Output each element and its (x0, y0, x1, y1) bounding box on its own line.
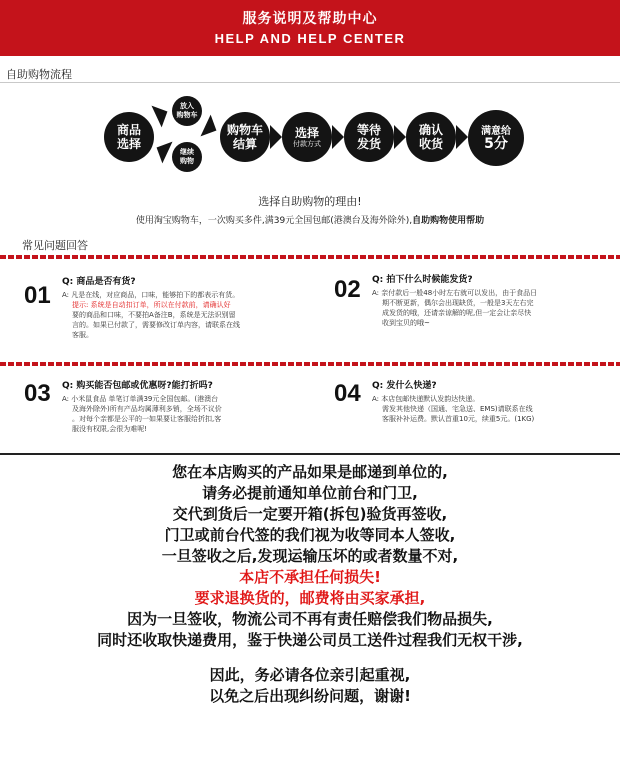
self-shopping-label: 自助购物流程 (6, 68, 72, 81)
faq-question: Q: 发什么快递? (372, 381, 437, 391)
step-select-goods (104, 112, 154, 162)
faq-question-text: 购买能否包邮或优惠呀?能打折吗? (76, 381, 213, 391)
faq-answer (372, 394, 612, 424)
answer-line: A: 小米鼠食品 单笔订单满39元全国包邮。(港澳台 (62, 395, 219, 403)
faq-middle-stripe (0, 362, 620, 366)
faq-number: 01 (24, 282, 51, 309)
step-label: 商品 (116, 123, 141, 137)
notice-line: 一旦签收之后,发现运输压坏的或者数量不对, (161, 547, 459, 565)
step-wait-ship (344, 112, 394, 162)
answer-line: 言的。如果已付款了，需要修改订单内容，请联系在线 (72, 321, 240, 329)
answer-line: 需发其他快递（国通、宅急送、EMS)请联系在线 (382, 405, 533, 413)
step-label: 确认 (418, 123, 443, 137)
faq-answer (62, 394, 308, 434)
answer-line: 期不断更新，偶尔会出现缺货，一般是3天左右完 (382, 299, 534, 307)
faq-number: 04 (334, 380, 361, 407)
answer-text: 凡是在线，对应商品，口味，能够拍下的都表示有货。 (71, 291, 240, 299)
banner-title-cn: 服务说明及帮助中心 (242, 11, 378, 27)
step-label: 购物 (180, 157, 194, 165)
step-sublabel: 付款方式 (293, 139, 321, 148)
arrow-right (332, 125, 344, 149)
notice-closing: 以免之后出现纠纷问题，谢谢! (209, 687, 411, 705)
step-label: 结算 (232, 137, 257, 151)
answer-line: 。对每个亲都是公平的一如果要让客服给折扣,客 (72, 415, 222, 423)
step-add-to-cart (172, 96, 202, 126)
divider (0, 82, 620, 83)
answer-line: 客服。 (72, 331, 93, 339)
notice-warning: 要求退换货的，邮费将由买家承担, (194, 589, 426, 607)
answer-line: 客服补补运费。默认首重10元，续重5元。(1KG) (382, 415, 535, 423)
answer-line: 成发货的哦，还请亲谅解的呢,但一定会让亲尽快 (382, 309, 532, 317)
reason-text (0, 213, 620, 226)
step-label: 购物车 (176, 111, 198, 119)
answer-text: 本店包邮快递默认发韵达快递。 (381, 395, 480, 403)
notice-line: 因为一旦签收，物流公司不再有责任赔偿我们物品损失, (127, 610, 493, 628)
faq-item-04 (330, 372, 615, 450)
notice-line: 门卫或前台代签的我们视为收等同本人签收, (164, 526, 456, 544)
faq-number: 02 (334, 276, 361, 303)
answer-line: 提示: 系统是自动扣订单，所以在付款前，请确认好 (72, 301, 231, 309)
step-label: 购物车 (226, 123, 263, 137)
notice-warning: 本店不承担任何损失! (239, 568, 381, 586)
step-cart-checkout (220, 112, 270, 162)
step-rating (468, 110, 524, 166)
faq-answer (62, 290, 308, 340)
step-label: 发货 (356, 137, 381, 151)
step-label: 选择 (116, 137, 141, 151)
step-label: 等待 (356, 123, 381, 137)
divider (0, 453, 620, 455)
faq-question-text: 商品是否有货? (76, 277, 136, 287)
faq-number: 03 (24, 380, 51, 407)
step-label: 收货 (418, 137, 443, 151)
reason-title: 选择自助购物的理由! (258, 195, 362, 208)
answer-line: 收到宝贝的哦~ (382, 319, 430, 327)
faq-answer (372, 288, 612, 328)
answer-line: 及海外除外)所有产品均属薄利多销，全场不议价 (72, 405, 222, 413)
reason-body: 使用淘宝购物车，一次购买多件,满39元全国包邮(港澳台及海外除外), (135, 216, 413, 226)
answer-line: 服没有权限,会很为难呢! (72, 425, 148, 433)
banner-title-en: HELP AND HELP CENTER (214, 31, 406, 46)
step-confirm-receipt (406, 112, 456, 162)
faq-top-stripe (0, 255, 620, 259)
faq-question-text: 拍下什么时候能发货? (386, 275, 473, 285)
faq-question-text: 发什么快递? (386, 381, 437, 391)
faq-item-02 (330, 268, 615, 360)
arrow-right (456, 125, 468, 149)
arrow-right (394, 125, 406, 149)
arrow-up-right (151, 101, 172, 128)
faq-question: Q: 购买能否包邮或优惠呀?能打折吗? (62, 381, 213, 391)
faq-question: Q: 商品是否有货? (62, 277, 136, 287)
faq-label: 常见问题回答 (22, 239, 88, 252)
step-continue-shopping (172, 142, 202, 172)
answer-line: A: 亲付款后一般48小时左右就可以发出，由于食品日 (372, 289, 538, 297)
answer-line: A: 本店包邮快递默认发韵达快递。 (372, 395, 480, 403)
faq-item-03 (20, 372, 310, 450)
step-label: 选择 (294, 125, 319, 140)
notice-line: 同时还收取快递费用，鉴于快递公司员工送件过程我们无权干涉, (97, 631, 523, 649)
step-label: 满意给 (481, 126, 511, 137)
step-payment (282, 112, 332, 162)
notice-closing: 因此，务必请各位亲引起重视, (209, 666, 411, 684)
shopping-flow-diagram (0, 90, 620, 190)
delivery-notice (0, 462, 620, 707)
step-label: 继续 (180, 148, 194, 156)
notice-line: 请务必提前通知单位前台和门卫, (202, 484, 418, 502)
step-label: 放入 (180, 102, 194, 110)
arrow-down-left (151, 137, 172, 164)
answer-text: 亲付款后一般48小时左右就可以发出，由于食品日 (381, 289, 538, 297)
notice-line: 交代到货后一定要开箱(拆包)验货再签收, (172, 505, 448, 523)
answer-line: A: 凡是在线，对应商品，口味，能够拍下的都表示有货。 (62, 291, 240, 299)
arrow-right (200, 115, 221, 142)
answer-line: 要的商品和口味，不要拍A备注B，系统是无法识别留 (72, 311, 236, 319)
answer-text: 小米鼠食品 单笔订单满39元全国包邮。(港澳台 (71, 395, 219, 403)
notice-line: 您在本店购买的产品如果是邮递到单位的, (172, 463, 448, 481)
rating-score: 5分 (484, 136, 508, 152)
arrow-right (270, 125, 282, 149)
header-banner (0, 0, 620, 56)
faq-item-01 (20, 268, 310, 360)
faq-question: Q: 拍下什么时候能发货? (372, 275, 473, 285)
help-link[interactable]: 自助购物使用帮助 (412, 216, 485, 226)
